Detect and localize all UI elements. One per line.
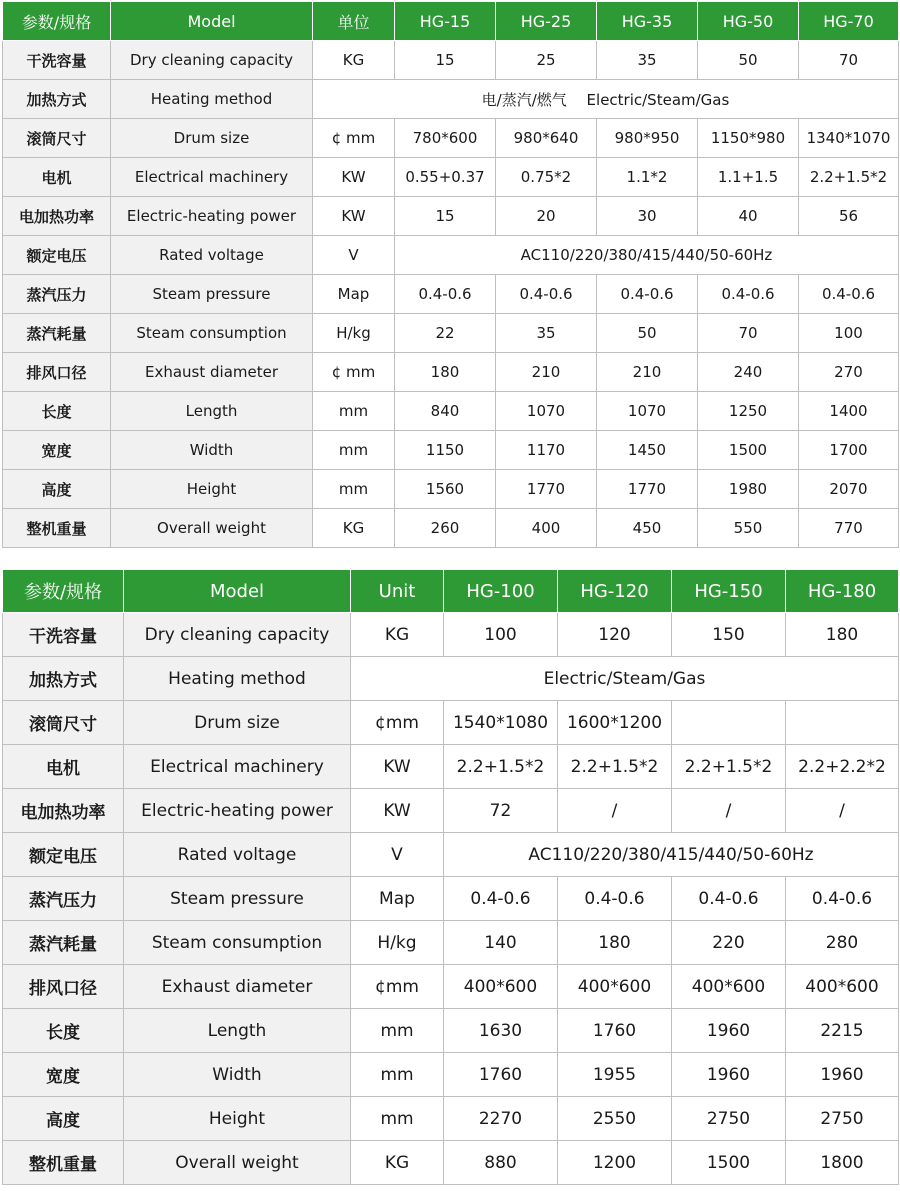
param-name-en: Heating method (111, 80, 313, 119)
value-cell: / (558, 789, 672, 833)
param-name-en: Height (124, 1097, 351, 1141)
param-name-cn: 干洗容量 (3, 613, 124, 657)
unit-cell: mm (313, 431, 395, 470)
param-name-cn: 排风口径 (3, 353, 111, 392)
value-cell: 56 (799, 197, 899, 236)
param-name-en: Steam pressure (111, 275, 313, 314)
value-cell: 0.4-0.6 (786, 877, 899, 921)
value-cell: 270 (799, 353, 899, 392)
table-row (3, 392, 899, 431)
param-name-cn: 蒸汽压力 (3, 877, 124, 921)
value-cell: 240 (698, 353, 799, 392)
param-name-cn: 电加热功率 (3, 197, 111, 236)
value-cell: 1500 (672, 1141, 786, 1185)
param-name-en: Electric-heating power (124, 789, 351, 833)
value-cell: 1955 (558, 1053, 672, 1097)
value-cell: 2.2+1.5*2 (444, 745, 558, 789)
unit-cell: V (351, 833, 444, 877)
unit-cell: KG (313, 41, 395, 80)
spec-table-large-models (2, 569, 899, 1185)
param-name-cn: 整机重量 (3, 509, 111, 548)
param-name-cn: 电机 (3, 745, 124, 789)
value-cell: 260 (395, 509, 496, 548)
header-cell: HG-50 (698, 2, 799, 41)
param-name-en: Rated voltage (124, 833, 351, 877)
value-cell: 400*600 (558, 965, 672, 1009)
value-cell: 1540*1080 (444, 701, 558, 745)
value-cell: 1170 (496, 431, 597, 470)
value-cell: 1980 (698, 470, 799, 509)
table-row (3, 877, 899, 921)
value-cell: 1200 (558, 1141, 672, 1185)
value-cell: 1450 (597, 431, 698, 470)
unit-cell: mm (313, 470, 395, 509)
param-name-en: Steam pressure (124, 877, 351, 921)
param-name-cn: 电机 (3, 158, 111, 197)
value-cell: 1500 (698, 431, 799, 470)
unit-cell: ¢mm (351, 701, 444, 745)
header-cell: HG-150 (672, 570, 786, 613)
unit-cell: ¢ mm (313, 353, 395, 392)
table-row (3, 236, 899, 275)
param-name-en: Overall weight (111, 509, 313, 548)
merged-value-cell: 电/蒸汽/燃气 Electric/Steam/Gas (313, 80, 899, 119)
param-name-en: Electrical machinery (124, 745, 351, 789)
table-row (3, 1097, 899, 1141)
param-name-cn: 电加热功率 (3, 789, 124, 833)
param-name-en: Overall weight (124, 1141, 351, 1185)
param-name-cn: 额定电压 (3, 833, 124, 877)
unit-cell: mm (351, 1053, 444, 1097)
param-name-en: Electric-heating power (111, 197, 313, 236)
table1-header (3, 2, 899, 41)
value-cell: 20 (496, 197, 597, 236)
table-row (3, 509, 899, 548)
table-row (3, 275, 899, 314)
value-cell: 980*640 (496, 119, 597, 158)
param-name-cn: 滚筒尺寸 (3, 701, 124, 745)
value-cell: 15 (395, 41, 496, 80)
value-cell: 1630 (444, 1009, 558, 1053)
value-cell: 1340*1070 (799, 119, 899, 158)
value-cell: 220 (672, 921, 786, 965)
param-name-cn: 高度 (3, 470, 111, 509)
value-cell: 35 (597, 41, 698, 80)
value-cell: 35 (496, 314, 597, 353)
unit-cell: ¢mm (351, 965, 444, 1009)
table-row (3, 431, 899, 470)
unit-cell: KW (313, 158, 395, 197)
table-row (3, 41, 899, 80)
param-name-en: Drum size (124, 701, 351, 745)
value-cell: 2215 (786, 1009, 899, 1053)
table-row (3, 1053, 899, 1097)
param-name-en: Width (111, 431, 313, 470)
param-name-en: Length (111, 392, 313, 431)
value-cell (672, 701, 786, 745)
value-cell: 0.4-0.6 (395, 275, 496, 314)
value-cell: 15 (395, 197, 496, 236)
unit-cell: H/kg (351, 921, 444, 965)
param-name-cn: 蒸汽耗量 (3, 314, 111, 353)
value-cell: 70 (698, 314, 799, 353)
merged-value-cell: AC110/220/380/415/440/50-60Hz (444, 833, 899, 877)
value-cell: 550 (698, 509, 799, 548)
value-cell: 1960 (672, 1009, 786, 1053)
value-cell: 400*600 (672, 965, 786, 1009)
table-row (3, 833, 899, 877)
table-row (3, 1009, 899, 1053)
header-cell: HG-180 (786, 570, 899, 613)
value-cell: 140 (444, 921, 558, 965)
table-row (3, 657, 899, 701)
value-cell: 1770 (597, 470, 698, 509)
param-name-en: Drum size (111, 119, 313, 158)
table-row (3, 470, 899, 509)
table-row (3, 80, 899, 119)
value-cell: 22 (395, 314, 496, 353)
value-cell: 0.4-0.6 (444, 877, 558, 921)
value-cell: 1760 (444, 1053, 558, 1097)
value-cell: 400*600 (444, 965, 558, 1009)
value-cell: 2750 (786, 1097, 899, 1141)
header-cell: HG-35 (597, 2, 698, 41)
value-cell: 1700 (799, 431, 899, 470)
value-cell: 0.4-0.6 (558, 877, 672, 921)
value-cell: 1400 (799, 392, 899, 431)
table-row (3, 965, 899, 1009)
value-cell: 0.55+0.37 (395, 158, 496, 197)
table-row (3, 613, 899, 657)
param-name-cn: 蒸汽压力 (3, 275, 111, 314)
header-cell: HG-70 (799, 2, 899, 41)
unit-cell: mm (351, 1097, 444, 1141)
param-name-cn: 长度 (3, 1009, 124, 1053)
value-cell: / (672, 789, 786, 833)
unit-cell: V (313, 236, 395, 275)
header-cell: 单位 (313, 2, 395, 41)
value-cell: 2.2+1.5*2 (672, 745, 786, 789)
value-cell: 2.2+1.5*2 (799, 158, 899, 197)
table-row (3, 789, 899, 833)
table-row (3, 119, 899, 158)
param-name-en: Length (124, 1009, 351, 1053)
param-name-cn: 宽度 (3, 431, 111, 470)
value-cell: 2270 (444, 1097, 558, 1141)
value-cell: 2550 (558, 1097, 672, 1141)
merged-value-cell: Electric/Steam/Gas (351, 657, 899, 701)
table-row (3, 1141, 899, 1185)
unit-cell: KW (351, 745, 444, 789)
value-cell: 450 (597, 509, 698, 548)
value-cell: 1150 (395, 431, 496, 470)
value-cell: 1070 (496, 392, 597, 431)
value-cell: 150 (672, 613, 786, 657)
value-cell: 180 (395, 353, 496, 392)
value-cell: 280 (786, 921, 899, 965)
param-name-cn: 整机重量 (3, 1141, 124, 1185)
param-name-en: Dry cleaning capacity (111, 41, 313, 80)
merged-value-cell: AC110/220/380/415/440/50-60Hz (395, 236, 899, 275)
unit-cell: mm (313, 392, 395, 431)
param-name-cn: 宽度 (3, 1053, 124, 1097)
value-cell: 1070 (597, 392, 698, 431)
param-name-en: Exhaust diameter (124, 965, 351, 1009)
unit-cell: Map (313, 275, 395, 314)
value-cell: 210 (597, 353, 698, 392)
value-cell: 25 (496, 41, 597, 80)
unit-cell: H/kg (313, 314, 395, 353)
value-cell: 100 (444, 613, 558, 657)
value-cell: 72 (444, 789, 558, 833)
value-cell: 400 (496, 509, 597, 548)
value-cell: 0.4-0.6 (672, 877, 786, 921)
value-cell: 70 (799, 41, 899, 80)
value-cell: 180 (558, 921, 672, 965)
value-cell: 40 (698, 197, 799, 236)
value-cell: 2750 (672, 1097, 786, 1141)
value-cell: 0.4-0.6 (496, 275, 597, 314)
value-cell: 2070 (799, 470, 899, 509)
value-cell: 0.75*2 (496, 158, 597, 197)
param-name-cn: 滚筒尺寸 (3, 119, 111, 158)
table-row (3, 921, 899, 965)
value-cell: 30 (597, 197, 698, 236)
value-cell: 120 (558, 613, 672, 657)
value-cell: 0.4-0.6 (799, 275, 899, 314)
unit-cell: KG (351, 613, 444, 657)
table2-header (3, 570, 899, 613)
value-cell: 2.2+2.2*2 (786, 745, 899, 789)
value-cell: 0.4-0.6 (698, 275, 799, 314)
value-cell: 180 (786, 613, 899, 657)
value-cell (786, 701, 899, 745)
value-cell: 0.4-0.6 (597, 275, 698, 314)
value-cell: 400*600 (786, 965, 899, 1009)
value-cell: 1.1*2 (597, 158, 698, 197)
value-cell: 1960 (786, 1053, 899, 1097)
param-name-en: Electrical machinery (111, 158, 313, 197)
param-name-en: Exhaust diameter (111, 353, 313, 392)
unit-cell: KG (351, 1141, 444, 1185)
param-name-en: Height (111, 470, 313, 509)
param-name-cn: 加热方式 (3, 657, 124, 701)
unit-cell: KW (313, 197, 395, 236)
table-row (3, 158, 899, 197)
header-cell: HG-25 (496, 2, 597, 41)
unit-cell: mm (351, 1009, 444, 1053)
header-cell: 参数/规格 (3, 570, 124, 613)
unit-cell: Map (351, 877, 444, 921)
value-cell: 210 (496, 353, 597, 392)
param-name-en: Rated voltage (111, 236, 313, 275)
table-row (3, 745, 899, 789)
param-name-cn: 额定电压 (3, 236, 111, 275)
value-cell: 100 (799, 314, 899, 353)
param-name-en: Heating method (124, 657, 351, 701)
param-name-en: Steam consumption (124, 921, 351, 965)
value-cell: 980*950 (597, 119, 698, 158)
param-name-cn: 排风口径 (3, 965, 124, 1009)
table-row (3, 314, 899, 353)
param-name-cn: 蒸汽耗量 (3, 921, 124, 965)
header-cell: Model (124, 570, 351, 613)
table-row (3, 197, 899, 236)
spec-table-small-models (2, 1, 899, 548)
value-cell: 840 (395, 392, 496, 431)
param-name-en: Width (124, 1053, 351, 1097)
header-cell: HG-15 (395, 2, 496, 41)
value-cell: 1150*980 (698, 119, 799, 158)
param-name-en: Steam consumption (111, 314, 313, 353)
param-name-cn: 加热方式 (3, 80, 111, 119)
table-row (3, 701, 899, 745)
header-cell: HG-120 (558, 570, 672, 613)
value-cell: 780*600 (395, 119, 496, 158)
value-cell: 50 (597, 314, 698, 353)
unit-cell: ¢ mm (313, 119, 395, 158)
unit-cell: KG (313, 509, 395, 548)
value-cell: 1560 (395, 470, 496, 509)
value-cell: 1760 (558, 1009, 672, 1053)
table-row (3, 353, 899, 392)
header-cell: Model (111, 2, 313, 41)
value-cell: 770 (799, 509, 899, 548)
value-cell: 1770 (496, 470, 597, 509)
value-cell: 1.1+1.5 (698, 158, 799, 197)
value-cell: / (786, 789, 899, 833)
value-cell: 1250 (698, 392, 799, 431)
value-cell: 1960 (672, 1053, 786, 1097)
value-cell: 1600*1200 (558, 701, 672, 745)
unit-cell: KW (351, 789, 444, 833)
header-cell: 参数/规格 (3, 2, 111, 41)
header-cell: HG-100 (444, 570, 558, 613)
param-name-en: Dry cleaning capacity (124, 613, 351, 657)
param-name-cn: 长度 (3, 392, 111, 431)
value-cell: 1800 (786, 1141, 899, 1185)
param-name-cn: 干洗容量 (3, 41, 111, 80)
header-cell: Unit (351, 570, 444, 613)
value-cell: 50 (698, 41, 799, 80)
param-name-cn: 高度 (3, 1097, 124, 1141)
value-cell: 2.2+1.5*2 (558, 745, 672, 789)
value-cell: 880 (444, 1141, 558, 1185)
